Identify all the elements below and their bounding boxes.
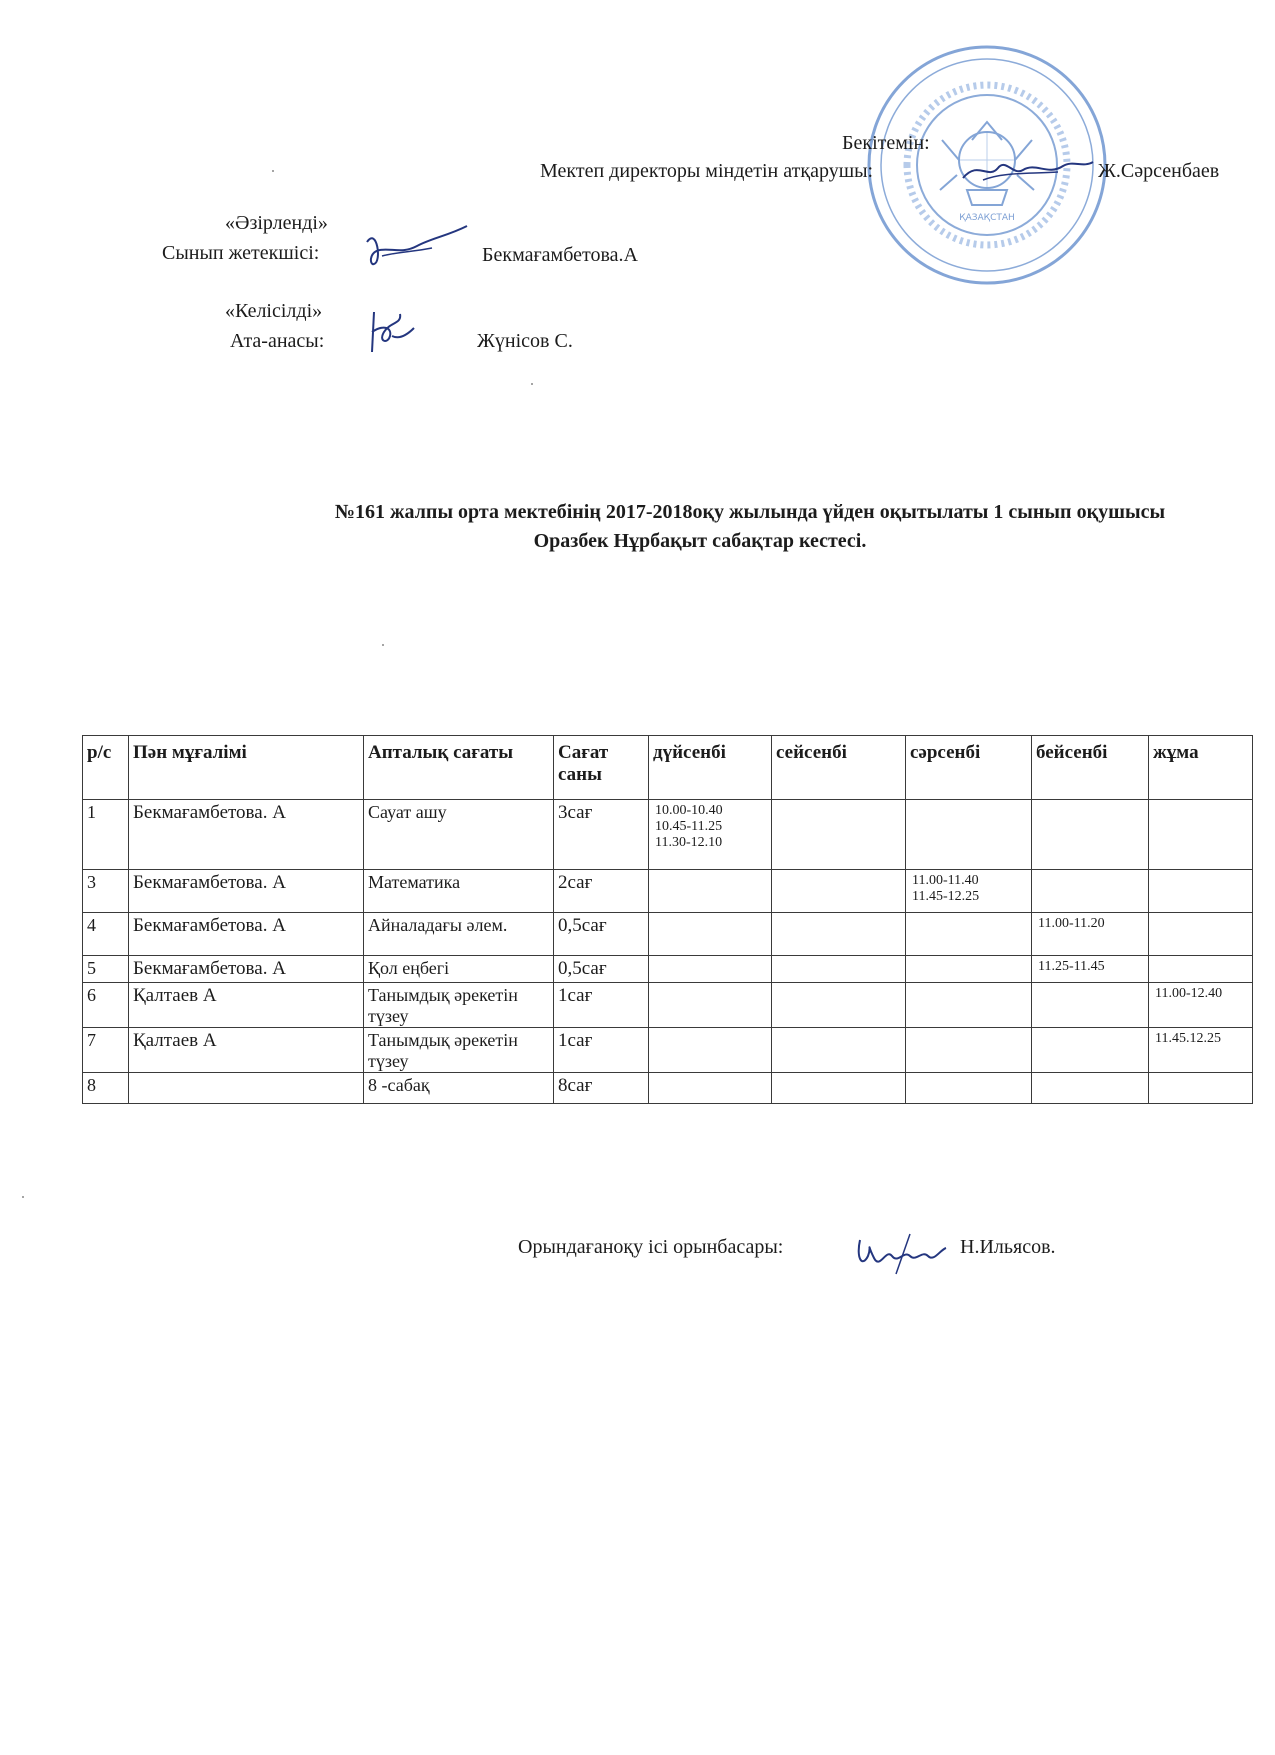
- cell-monday: [649, 983, 772, 1028]
- cell-monday: [649, 956, 772, 983]
- cell-wednesday: [906, 956, 1032, 983]
- cell-teacher: [129, 1073, 364, 1104]
- cell-friday: [1149, 913, 1253, 956]
- table-row: [83, 800, 1253, 870]
- cell-hours: 2сағ: [554, 870, 649, 913]
- cell-teacher: Бекмағамбетова. А: [129, 913, 364, 956]
- table-row: [83, 870, 1253, 913]
- stamp-center-text: ҚАЗАҚСТАН: [959, 213, 1015, 223]
- cell-thursday: [1032, 1028, 1149, 1073]
- cell-friday: 11.00-12.40: [1149, 983, 1253, 1028]
- cell-subject: 8 -сабақ: [364, 1073, 554, 1104]
- header-num: р/с: [83, 736, 129, 800]
- approval-role: Мектеп директоры міндетін атқарушы:: [540, 160, 874, 182]
- cell-friday: [1149, 800, 1253, 870]
- header-weekly-hours: Апталық сағаты: [364, 736, 554, 800]
- cell-monday: [649, 1028, 772, 1073]
- teacher-signature: [362, 222, 472, 272]
- table-row: [83, 1073, 1253, 1104]
- footer-role: Орындағаноқу ісі орынбасары:: [518, 1236, 784, 1258]
- cell-teacher: Қалтаев А: [129, 1028, 364, 1073]
- footer-name: Н.Ильясов.: [960, 1236, 1056, 1258]
- deputy-signature: [852, 1228, 952, 1278]
- cell-thursday: [1032, 983, 1149, 1028]
- director-signature: [958, 150, 1098, 190]
- cell-hours: 1сағ: [554, 983, 649, 1028]
- document-title: [140, 498, 1260, 556]
- cell-hours: 8сағ: [554, 1073, 649, 1104]
- table-header-row: [83, 736, 1253, 800]
- prepared-title: «Әзірленді»: [225, 212, 328, 234]
- header-teacher: Пән мұғалімі: [129, 736, 364, 800]
- cell-num: 4: [83, 913, 129, 956]
- header-wednesday: сәрсенбі: [906, 736, 1032, 800]
- cell-subject: Сауат ашу: [364, 800, 554, 870]
- cell-friday: 11.45.12.25: [1149, 1028, 1253, 1073]
- cell-wednesday: [906, 1028, 1032, 1073]
- cell-wednesday: [906, 983, 1032, 1028]
- header-thursday: бейсенбі: [1032, 736, 1149, 800]
- cell-tuesday: [772, 800, 906, 870]
- cell-wednesday: [906, 800, 1032, 870]
- table-row: [83, 956, 1253, 983]
- cell-monday: [649, 913, 772, 956]
- cell-subject: Математика: [364, 870, 554, 913]
- cell-wednesday: [906, 913, 1032, 956]
- cell-thursday: 11.25-11.45: [1032, 956, 1149, 983]
- cell-tuesday: [772, 870, 906, 913]
- cell-num: 3: [83, 870, 129, 913]
- prepared-name: Бекмағамбетова.А: [482, 244, 638, 266]
- header-hour-count: Сағат саны: [554, 736, 649, 800]
- cell-monday: [649, 870, 772, 913]
- cell-monday: 10.00-10.40 10.45-11.25 11.30-12.10: [649, 800, 772, 870]
- table-row: [83, 983, 1253, 1028]
- approval-name: Ж.Сәрсенбаев: [1098, 160, 1220, 182]
- cell-num: 8: [83, 1073, 129, 1104]
- header-friday: жұма: [1149, 736, 1253, 800]
- cell-num: 1: [83, 800, 129, 870]
- cell-subject: Танымдық әрекетін түзеу: [364, 1028, 554, 1073]
- prepared-role: Сынып жетекшісі:: [162, 242, 320, 264]
- parent-signature: [362, 306, 422, 358]
- table-row: [83, 913, 1253, 956]
- header-tuesday: сейсенбі: [772, 736, 906, 800]
- agreed-role: Ата-анасы:: [230, 330, 325, 352]
- cell-hours: 0,5сағ: [554, 956, 649, 983]
- cell-subject: Танымдық әрекетін түзеу: [364, 983, 554, 1028]
- cell-thursday: 11.00-11.20: [1032, 913, 1149, 956]
- cell-friday: [1149, 1073, 1253, 1104]
- cell-teacher: Қалтаев А: [129, 983, 364, 1028]
- cell-hours: 0,5сағ: [554, 913, 649, 956]
- cell-tuesday: [772, 956, 906, 983]
- document-title-line-2: Оразбек Нұрбақыт сабақтар кестесі.: [533, 530, 867, 552]
- cell-wednesday: 11.00-11.40 11.45-12.25: [906, 870, 1032, 913]
- cell-friday: [1149, 956, 1253, 983]
- cell-tuesday: [772, 913, 906, 956]
- schedule-table: [82, 735, 1253, 1104]
- cell-hours: 3сағ: [554, 800, 649, 870]
- cell-teacher: Бекмағамбетова. А: [129, 800, 364, 870]
- cell-hours: 1сағ: [554, 1028, 649, 1073]
- cell-thursday: [1032, 870, 1149, 913]
- cell-wednesday: [906, 1073, 1032, 1104]
- cell-subject: Айналадағы әлем.: [364, 913, 554, 956]
- cell-num: 6: [83, 983, 129, 1028]
- cell-num: 5: [83, 956, 129, 983]
- cell-thursday: [1032, 800, 1149, 870]
- document-title-line-1: №161 жалпы орта мектебінің 2017-2018оқу жылында үйден оқытылаты 1 сынып оқушысы: [334, 501, 1166, 523]
- cell-tuesday: [772, 1028, 906, 1073]
- cell-monday: [649, 1073, 772, 1104]
- cell-friday: [1149, 870, 1253, 913]
- cell-num: 7: [83, 1028, 129, 1073]
- cell-tuesday: [772, 983, 906, 1028]
- agreed-name: Жүнісов С.: [477, 330, 573, 352]
- cell-teacher: Бекмағамбетова. А: [129, 870, 364, 913]
- cell-thursday: [1032, 1073, 1149, 1104]
- header-monday: дүйсенбі: [649, 736, 772, 800]
- cell-teacher: Бекмағамбетова. А: [129, 956, 364, 983]
- agreed-title: «Келісілді»: [225, 300, 323, 322]
- cell-subject: Қол еңбегі: [364, 956, 554, 983]
- cell-tuesday: [772, 1073, 906, 1104]
- approval-title: Бекітемін:: [842, 132, 930, 154]
- table-row: [83, 1028, 1253, 1073]
